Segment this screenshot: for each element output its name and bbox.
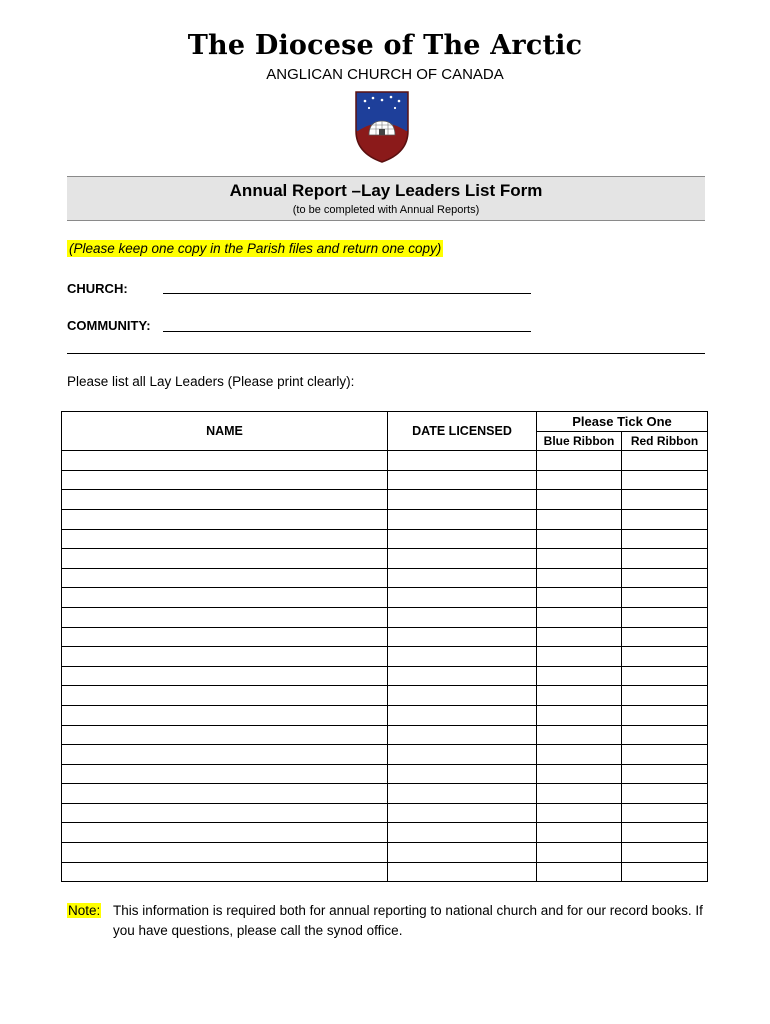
table-row: [62, 823, 708, 843]
blue-ribbon-header: Blue Ribbon: [537, 431, 622, 451]
table-row: [62, 862, 708, 882]
name-cell[interactable]: [62, 843, 388, 863]
red-ribbon-cell[interactable]: [622, 509, 708, 529]
name-cell[interactable]: [62, 549, 388, 569]
date-licensed-cell[interactable]: [388, 568, 537, 588]
name-cell[interactable]: [62, 451, 388, 471]
date-licensed-cell[interactable]: [388, 490, 537, 510]
diocese-title: The Diocese of The Arctic: [187, 30, 583, 61]
red-ribbon-cell[interactable]: [622, 627, 708, 647]
name-cell[interactable]: [62, 568, 388, 588]
red-ribbon-cell[interactable]: [622, 666, 708, 686]
table-row: [62, 803, 708, 823]
table-row: [62, 588, 708, 608]
blue-ribbon-cell[interactable]: [537, 803, 622, 823]
blue-ribbon-cell[interactable]: [537, 451, 622, 471]
date-licensed-cell[interactable]: [388, 745, 537, 765]
red-ribbon-header: Red Ribbon: [622, 431, 708, 451]
blue-ribbon-cell[interactable]: [537, 784, 622, 804]
name-cell[interactable]: [62, 725, 388, 745]
date-licensed-cell[interactable]: [388, 764, 537, 784]
red-ribbon-cell[interactable]: [622, 745, 708, 765]
table-row: [62, 745, 708, 765]
table-row: [62, 627, 708, 647]
blue-ribbon-cell[interactable]: [537, 686, 622, 706]
community-field[interactable]: [163, 331, 531, 332]
table-row: [62, 725, 708, 745]
red-ribbon-cell[interactable]: [622, 862, 708, 882]
date-licensed-cell[interactable]: [388, 843, 537, 863]
date-licensed-header: DATE LICENSED: [388, 412, 537, 451]
lay-leaders-table: [61, 411, 708, 882]
name-cell[interactable]: [62, 705, 388, 725]
date-licensed-cell[interactable]: [388, 666, 537, 686]
red-ribbon-cell[interactable]: [622, 705, 708, 725]
blue-ribbon-cell[interactable]: [537, 549, 622, 569]
church-label: CHURCH:: [67, 281, 128, 296]
date-licensed-cell[interactable]: [388, 588, 537, 608]
red-ribbon-cell[interactable]: [622, 529, 708, 549]
name-cell[interactable]: [62, 686, 388, 706]
form-title: Annual Report –Lay Leaders List Form: [229, 181, 543, 200]
blue-ribbon-cell[interactable]: [537, 843, 622, 863]
red-ribbon-cell[interactable]: [622, 647, 708, 667]
red-ribbon-cell[interactable]: [622, 686, 708, 706]
red-ribbon-cell[interactable]: [622, 470, 708, 490]
form-subtitle: (to be completed with Annual Reports): [292, 204, 480, 216]
table-row: [62, 529, 708, 549]
lay-leaders-rows: [62, 451, 708, 882]
table-row: [62, 686, 708, 706]
blue-ribbon-cell[interactable]: [537, 705, 622, 725]
blue-ribbon-cell[interactable]: [537, 725, 622, 745]
table-row: [62, 666, 708, 686]
table-row: [62, 451, 708, 471]
note-label: Note:: [68, 903, 101, 918]
name-cell[interactable]: [62, 509, 388, 529]
red-ribbon-cell[interactable]: [622, 568, 708, 588]
table-row: [62, 784, 708, 804]
blue-ribbon-cell[interactable]: [537, 509, 622, 529]
table-row: [62, 647, 708, 667]
name-cell[interactable]: [62, 470, 388, 490]
table-row: [62, 607, 708, 627]
date-licensed-cell[interactable]: [388, 607, 537, 627]
date-licensed-cell[interactable]: [388, 451, 537, 471]
list-instruction: Please list all Lay Leaders (Please print clearly):: [67, 374, 355, 389]
name-header: NAME: [62, 412, 388, 451]
name-cell[interactable]: [62, 529, 388, 549]
blue-ribbon-cell[interactable]: [537, 647, 622, 667]
copy-instruction-note: (Please keep one copy in the Parish files and return one copy): [69, 241, 442, 256]
red-ribbon-cell[interactable]: [622, 607, 708, 627]
form-title-banner: [67, 176, 705, 221]
date-licensed-cell[interactable]: [388, 725, 537, 745]
name-cell[interactable]: [62, 784, 388, 804]
date-licensed-cell[interactable]: [388, 862, 537, 882]
name-cell[interactable]: [62, 607, 388, 627]
name-cell[interactable]: [62, 764, 388, 784]
table-row: [62, 705, 708, 725]
name-cell[interactable]: [62, 666, 388, 686]
date-licensed-cell[interactable]: [388, 686, 537, 706]
blue-ribbon-cell[interactable]: [537, 568, 622, 588]
blue-ribbon-cell[interactable]: [537, 666, 622, 686]
church-subtitle: ANGLICAN CHURCH OF CANADA: [266, 66, 504, 83]
red-ribbon-cell[interactable]: [622, 451, 708, 471]
blue-ribbon-cell[interactable]: [537, 862, 622, 882]
red-ribbon-cell[interactable]: [622, 490, 708, 510]
blue-ribbon-cell[interactable]: [537, 607, 622, 627]
section-divider: [67, 353, 705, 354]
tick-group-header: Please Tick One: [537, 412, 708, 432]
date-licensed-cell[interactable]: [388, 549, 537, 569]
blue-ribbon-cell[interactable]: [537, 627, 622, 647]
date-licensed-cell[interactable]: [388, 627, 537, 647]
table-row: [62, 509, 708, 529]
name-cell[interactable]: [62, 745, 388, 765]
table-row: [62, 764, 708, 784]
blue-ribbon-cell[interactable]: [537, 529, 622, 549]
note-text: This information is required both for annual reporting to national church and for our record books. If you have questions, please call the synod office.: [113, 903, 703, 938]
blue-ribbon-cell[interactable]: [537, 823, 622, 843]
name-cell[interactable]: [62, 803, 388, 823]
red-ribbon-cell[interactable]: [622, 784, 708, 804]
name-cell[interactable]: [62, 627, 388, 647]
red-ribbon-cell[interactable]: [622, 588, 708, 608]
red-ribbon-cell[interactable]: [622, 725, 708, 745]
name-cell[interactable]: [62, 862, 388, 882]
blue-ribbon-cell[interactable]: [537, 470, 622, 490]
footer-note: [67, 901, 707, 938]
name-cell[interactable]: [62, 823, 388, 843]
church-field[interactable]: [163, 293, 531, 294]
table-row: [62, 549, 708, 569]
date-licensed-cell[interactable]: [388, 529, 537, 549]
blue-ribbon-cell[interactable]: [537, 490, 622, 510]
blue-ribbon-cell[interactable]: [537, 764, 622, 784]
date-licensed-cell[interactable]: [388, 705, 537, 725]
name-cell[interactable]: [62, 647, 388, 667]
red-ribbon-cell[interactable]: [622, 803, 708, 823]
date-licensed-cell[interactable]: [388, 803, 537, 823]
date-licensed-cell[interactable]: [388, 647, 537, 667]
table-row: [62, 568, 708, 588]
date-licensed-cell[interactable]: [388, 470, 537, 490]
name-cell[interactable]: [62, 490, 388, 510]
date-licensed-cell[interactable]: [388, 784, 537, 804]
diocese-crest-icon: [355, 91, 409, 163]
red-ribbon-cell[interactable]: [622, 843, 708, 863]
table-row: [62, 490, 708, 510]
red-ribbon-cell[interactable]: [622, 764, 708, 784]
table-row: [62, 470, 708, 490]
blue-ribbon-cell[interactable]: [537, 588, 622, 608]
red-ribbon-cell[interactable]: [622, 823, 708, 843]
table-row: [62, 843, 708, 863]
date-licensed-cell[interactable]: [388, 823, 537, 843]
blue-ribbon-cell[interactable]: [537, 745, 622, 765]
date-licensed-cell[interactable]: [388, 509, 537, 529]
red-ribbon-cell[interactable]: [622, 549, 708, 569]
name-cell[interactable]: [62, 588, 388, 608]
community-label: COMMUNITY:: [67, 318, 151, 333]
